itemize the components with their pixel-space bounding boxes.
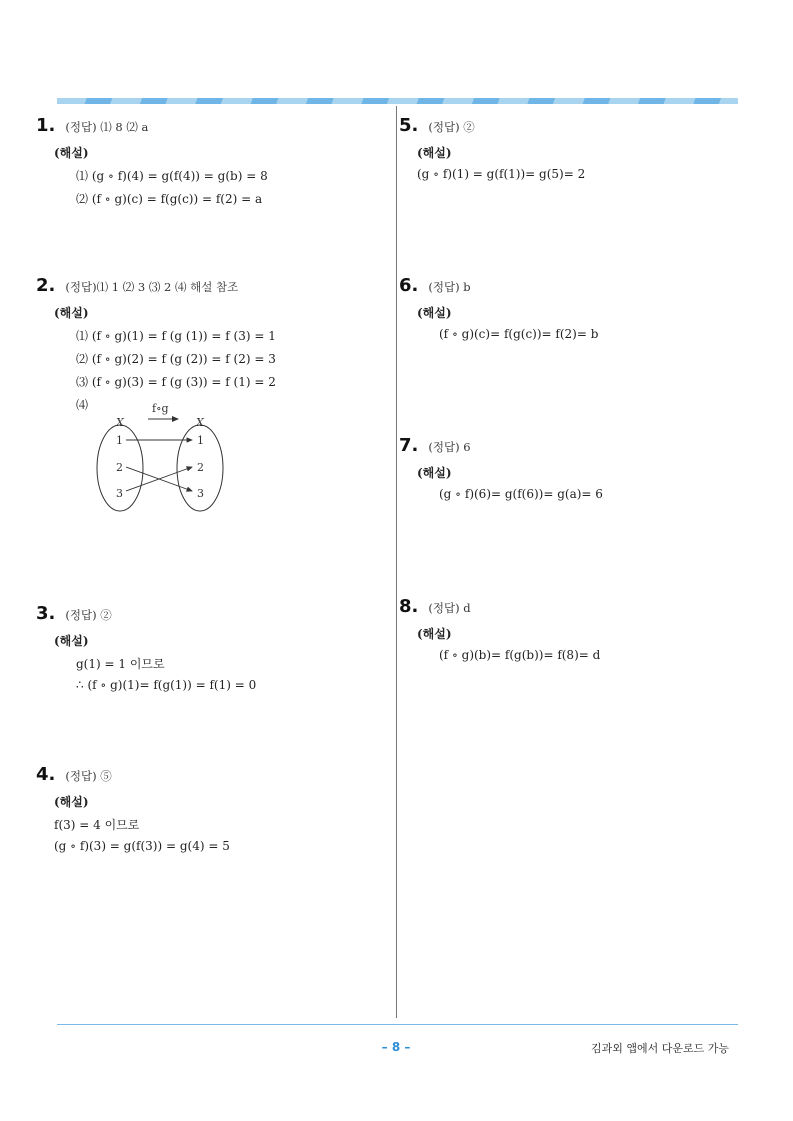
- download-note: 김과외 앱에서 다운로드 가능: [590, 1042, 729, 1055]
- problem-6: [399, 275, 598, 341]
- problem-8: [399, 596, 600, 662]
- solution-label: (해설): [417, 146, 452, 160]
- answer: (정답) ②: [65, 608, 112, 622]
- solution-label: (해설): [417, 466, 452, 480]
- solution-line: (g ∘ f)(3) = g(f(3)) = g(4) = 5: [54, 839, 230, 853]
- solution-line: (g ∘ f)(6)= g(f(6))= g(a)= 6: [439, 487, 603, 501]
- solution-line: ⑷: [76, 398, 89, 412]
- left-set-label: X: [116, 416, 124, 429]
- solution-label: (해설): [417, 306, 452, 320]
- problem-number: 4.: [36, 764, 56, 785]
- problem-4: [36, 764, 230, 853]
- solution-label: (해설): [54, 795, 89, 809]
- solution-line: g(1) = 1 이므로: [76, 657, 165, 671]
- problem-number: 1.: [36, 115, 56, 136]
- composition-mapping-diagram: [92, 400, 232, 515]
- solution-label: (해설): [54, 306, 89, 320]
- left-element: 3: [116, 487, 123, 500]
- problem-7: [399, 435, 603, 501]
- answer: (정답) b: [428, 280, 471, 294]
- solution-line: ⑶ (f ∘ g)(3) = f (g (3)) = f (1) = 2: [76, 375, 276, 389]
- problem-3: [36, 603, 256, 692]
- answer: (정답) ②: [428, 120, 475, 134]
- problem-number: 6.: [399, 275, 419, 296]
- right-set-label: X: [196, 416, 204, 429]
- answer: (정답) 6: [428, 440, 471, 454]
- solution-line: ⑵ (f ∘ g)(c) = f(g(c)) = f(2) = a: [76, 192, 263, 206]
- solution-label: (해설): [417, 627, 452, 641]
- page-number: – 8 –: [381, 1040, 411, 1054]
- solution-line: (g ∘ f)(1) = g(f(1))= g(5)= 2: [417, 167, 586, 181]
- solution-line: (f ∘ g)(b)= f(g(b))= f(8)= d: [439, 648, 601, 662]
- left-element: 2: [116, 461, 123, 474]
- right-element: 1: [197, 434, 204, 447]
- problem-number: 8.: [399, 596, 419, 617]
- solution-label: (해설): [54, 634, 89, 648]
- solution-line: (f ∘ g)(c)= f(g(c))= f(2)= b: [439, 327, 599, 341]
- left-element: 1: [116, 434, 123, 447]
- solution-label: (해설): [54, 146, 89, 160]
- answer: (정답) ⑤: [65, 769, 112, 783]
- problem-number: 5.: [399, 115, 419, 136]
- problem-number: 2.: [36, 275, 56, 296]
- solution-line: ⑴ (f ∘ g)(1) = f (g (1)) = f (3) = 1: [76, 329, 276, 343]
- solution-line: ⑴ (g ∘ f)(4) = g(f(4)) = g(b) = 8: [76, 169, 268, 183]
- answer: (정답) ⑴ 8 ⑵ a: [65, 120, 149, 134]
- problem-number: 7.: [399, 435, 419, 456]
- top-decorative-band: [57, 98, 738, 104]
- arrow-label: f∘g: [152, 402, 169, 415]
- right-element: 2: [197, 461, 204, 474]
- problem-5: [399, 115, 585, 181]
- problem-1: [36, 115, 268, 207]
- problem-2: [36, 275, 276, 413]
- answer: (정답)⑴ 1 ⑵ 3 ⑶ 2 ⑷ 해설 참조: [65, 280, 239, 294]
- solution-line: ∴ (f ∘ g)(1)= f(g(1)) = f(1) = 0: [76, 678, 257, 692]
- footer-rule: [57, 1024, 738, 1025]
- problem-number: 3.: [36, 603, 56, 624]
- column-divider: [396, 106, 397, 1018]
- solution-line: ⑵ (f ∘ g)(2) = f (g (2)) = f (2) = 3: [76, 352, 276, 366]
- solution-line: f(3) = 4 이므로: [54, 818, 140, 832]
- right-element: 3: [197, 487, 204, 500]
- answer: (정답) d: [428, 601, 471, 615]
